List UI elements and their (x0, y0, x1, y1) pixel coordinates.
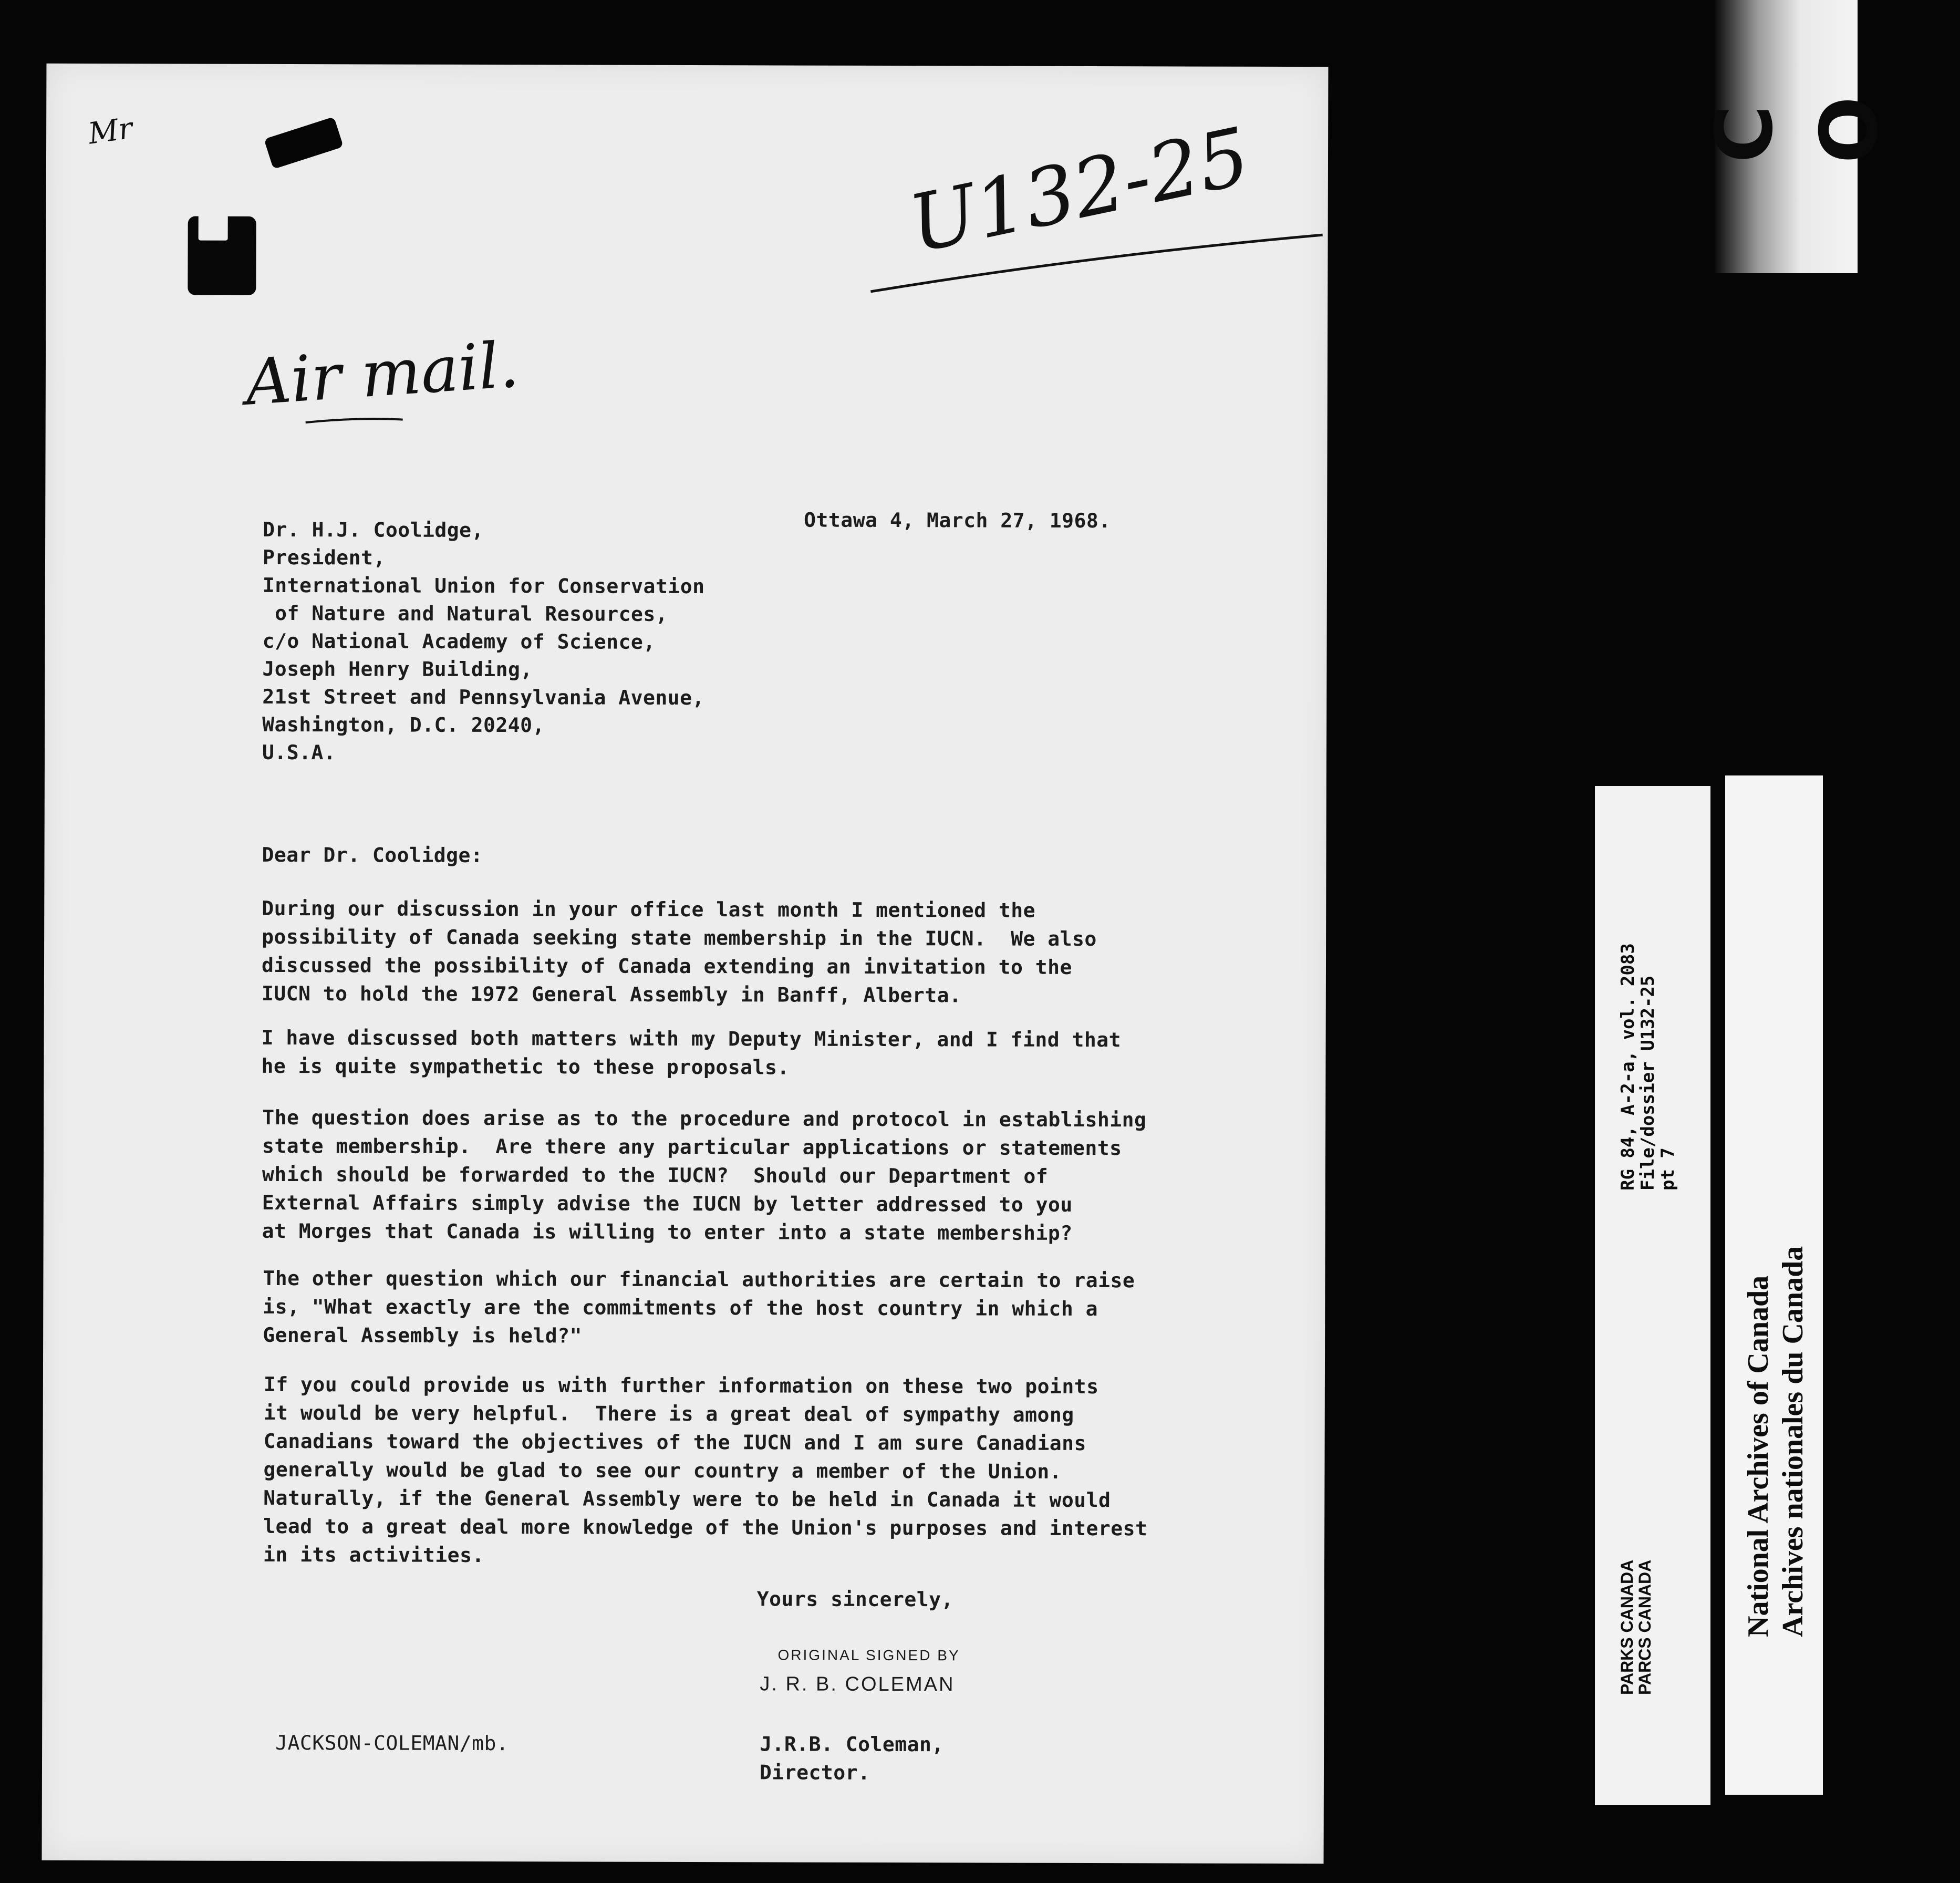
paragraph-4: The other question which our financial authorities are certain to raise is, "What exactly are the commitments of the host country in which a General Assembly is held?" (263, 1266, 1135, 1348)
signatory-title: Director. (759, 1761, 870, 1784)
handwritten-initial: Mr (86, 111, 135, 151)
handwritten-air-mail: Air mail. (243, 328, 521, 420)
paragraph-1: During our discussion in your office last month I mentioned the possibility of Canada seeking state membership in the IUCN. We also discussed the possibility of Canada extending an invitation to the IUCN to hold the 1972 General Assembly in Banff, Alberta. (261, 896, 1097, 1007)
institution-name: National Archives of Canada Archives nationales du Canada (1742, 1246, 1809, 1637)
handwritten-file-number: U132-25 (901, 110, 1258, 271)
air-mail-underline (303, 412, 408, 428)
frame-marks: C O (1699, 96, 1895, 163)
closing: Yours sincerely, (756, 1587, 953, 1611)
archive-reference-label (1595, 786, 1710, 1805)
agency-name: PARKS CANADA PARCS CANADA (1617, 1559, 1654, 1695)
recipient-address: Dr. H.J. Coolidge, President, International Union for Conservation of Nature and Natural Resources, c/o National Academy of Science, Joseph Henry Building, 21st Street and Pennsylvania Avenue, Washington, D.C. 20240, U.S.A. (262, 518, 705, 764)
paragraph-2: I have discussed both matters with my Deputy Minister, and I find that he is quite sympathetic to these proposals. (261, 1026, 1122, 1079)
reference-initials: JACKSON-COLEMAN/mb. (275, 1731, 509, 1755)
paragraph-3: The question does arise as to the procedure and protocol in establishing state membership. Are there any particular applications or statements which should be forwarded to the IUCN? Should our Department of External Affairs simply advise the IUCN by letter addressed to you at Morges that Canada is willing to enter into a state membership? (262, 1105, 1147, 1245)
archive-reference: RG 84, A-2-a, vol. 2083 File/dossier U132-25 pt 7 (1617, 943, 1678, 1191)
archive-institution-label (1725, 775, 1823, 1795)
paper-tear (264, 117, 344, 169)
place-date: Ottawa 4, March 27, 1968. (804, 508, 1111, 533)
signature-stamp-line-2: J. R. B. COLEMAN (760, 1673, 955, 1696)
paragraph-5: If you could provide us with further information on these two points it would be very helpful. There is a great deal of sympathy among Canadians toward the objectives of the IUCN and I am sure Canadians generally would be glad to see our country a member of the Union. Naturally, if the General Assembly were to be held in Canada it would lead to a great deal more knowledge of the Union's purposes and interest in its activities. (263, 1372, 1148, 1567)
letter-page (42, 64, 1329, 1864)
file-number-underline (865, 223, 1328, 298)
punch-hole-mark (188, 216, 256, 295)
signature-stamp-line-1: ORIGINAL SIGNED BY (777, 1647, 960, 1664)
signatory-name: J.R.B. Coleman, (760, 1732, 944, 1756)
salutation: Dear Dr. Coolidge: (262, 843, 483, 867)
